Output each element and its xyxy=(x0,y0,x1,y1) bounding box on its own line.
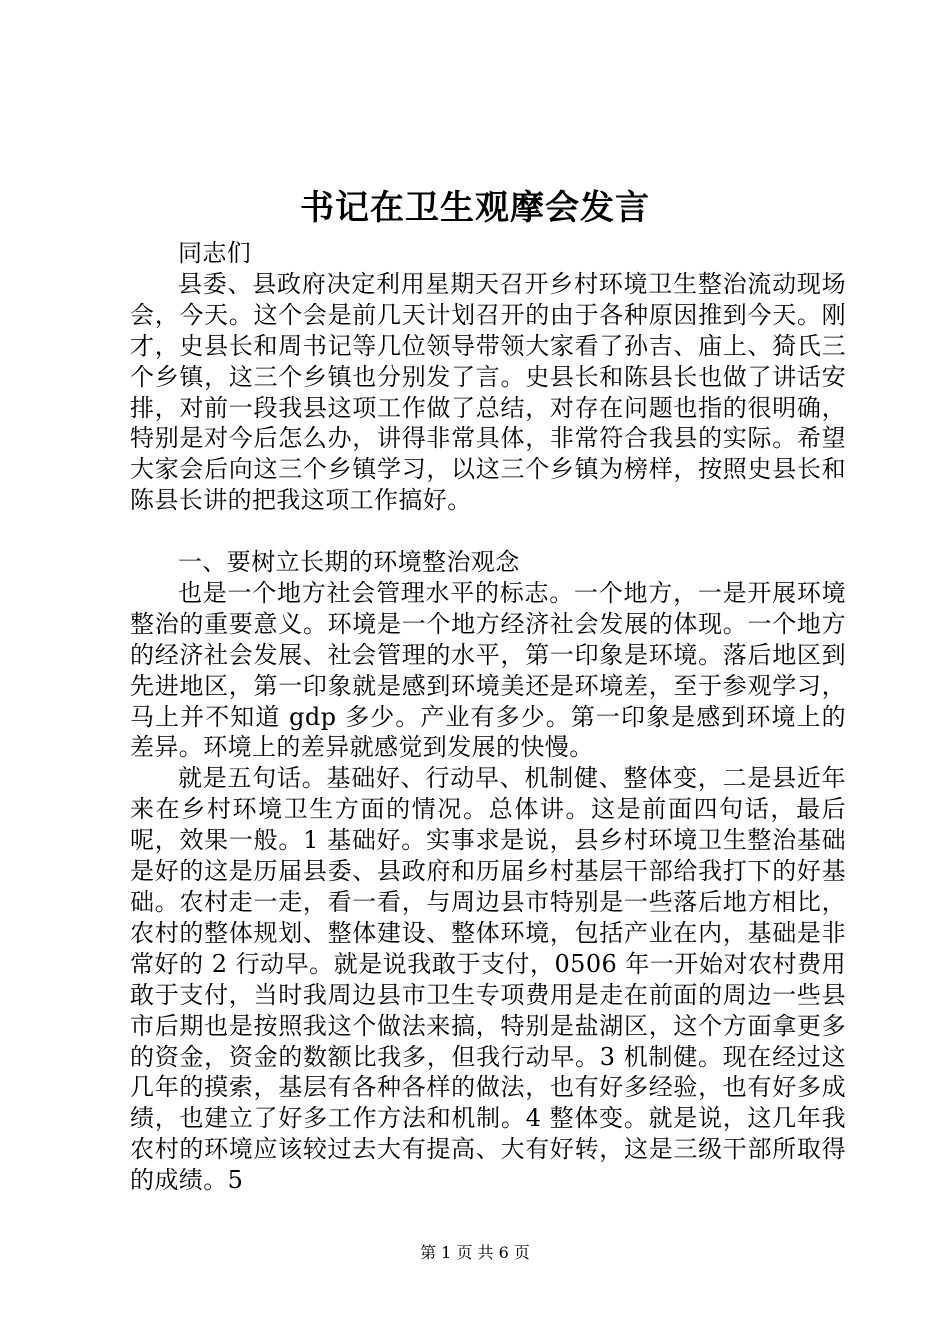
document-body xyxy=(130,238,846,1196)
paragraph-situation: 就是五句话。基础好、行动早、机制健、整体变，二是县近年来在乡村环境卫生方面的情况。总体讲。这是前面四句话，最后呢，效果一般。1 基础好。实事求是说，县乡村环境卫生整治基础是好的这是历届县委、县政府和历届乡村基层干部给我打下的好基础。农村走一走，看一看，与周边县市特别是一些落后地方相比，农村的整体规划、整体建设、整体环境，包括产业在内，基础是非常好的 2 行动早。就是说我敢于支付，0506 年一开始对农村费用敢于支付，当时我周边县市卫生专项费用是走在前面的周边一些县市后期也是按照我这个做法来搞，特别是盐湖区，这个方面拿更多的资金，资金的数额比我多，但我行动早。3 机制健。现在经过这几年的摸索，基层有各种各样的做法，也有好多经验，也有好多成绩，也建立了好多工作方法和机制。4 整体变。就是说，这几年我农村的环境应该较过去大有提高、大有好转，这是三级干部所取得的成绩。5 xyxy=(130,764,846,1195)
page-number-footer: 第 1 页 共 6 页 xyxy=(420,1243,530,1262)
paragraph-intro: 县委、县政府决定利用星期天召开乡村环境卫生整治流动现场会，今天。这个会是前几天计划召开的由于各种原因推到今天。刚才，史县长和周书记等几位领导带领大家看了孙吉、庙上、猗氏三个乡镇，这三个乡镇也分别发了言。史县长和陈县长也做了讲话安排，对前一段我县这项工作做了总结，对存在问题也指的很明确，特别是对今后怎么办，讲得非常具体，非常符合我县的实际。希望大家会后向这三个乡镇学习，以这三个乡镇为榜样，按照史县长和陈县长讲的把我这项工作搞好。 xyxy=(130,269,846,515)
salutation: 同志们 xyxy=(178,239,252,267)
document-title: 书记在卫生观摩会发言 xyxy=(300,188,650,228)
paragraph-significance: 也是一个地方社会管理水平的标志。一个地方，一是开展环境整治的重要意义。环境是一个地方经济社会发展的体现。一个地方的经济社会发展、社会管理的水平，第一印象是环境。落后地区到先进地区，第一印象就是感到环境美还是环境差，至于参观学习，马上并不知道 gdp 多少。产业有多少。第一印象是感到环境上的差异。环境上的差异就感觉到发展的快慢。 xyxy=(130,578,846,762)
section-heading-1: 一、要树立长期的环境整治观念 xyxy=(178,548,520,577)
